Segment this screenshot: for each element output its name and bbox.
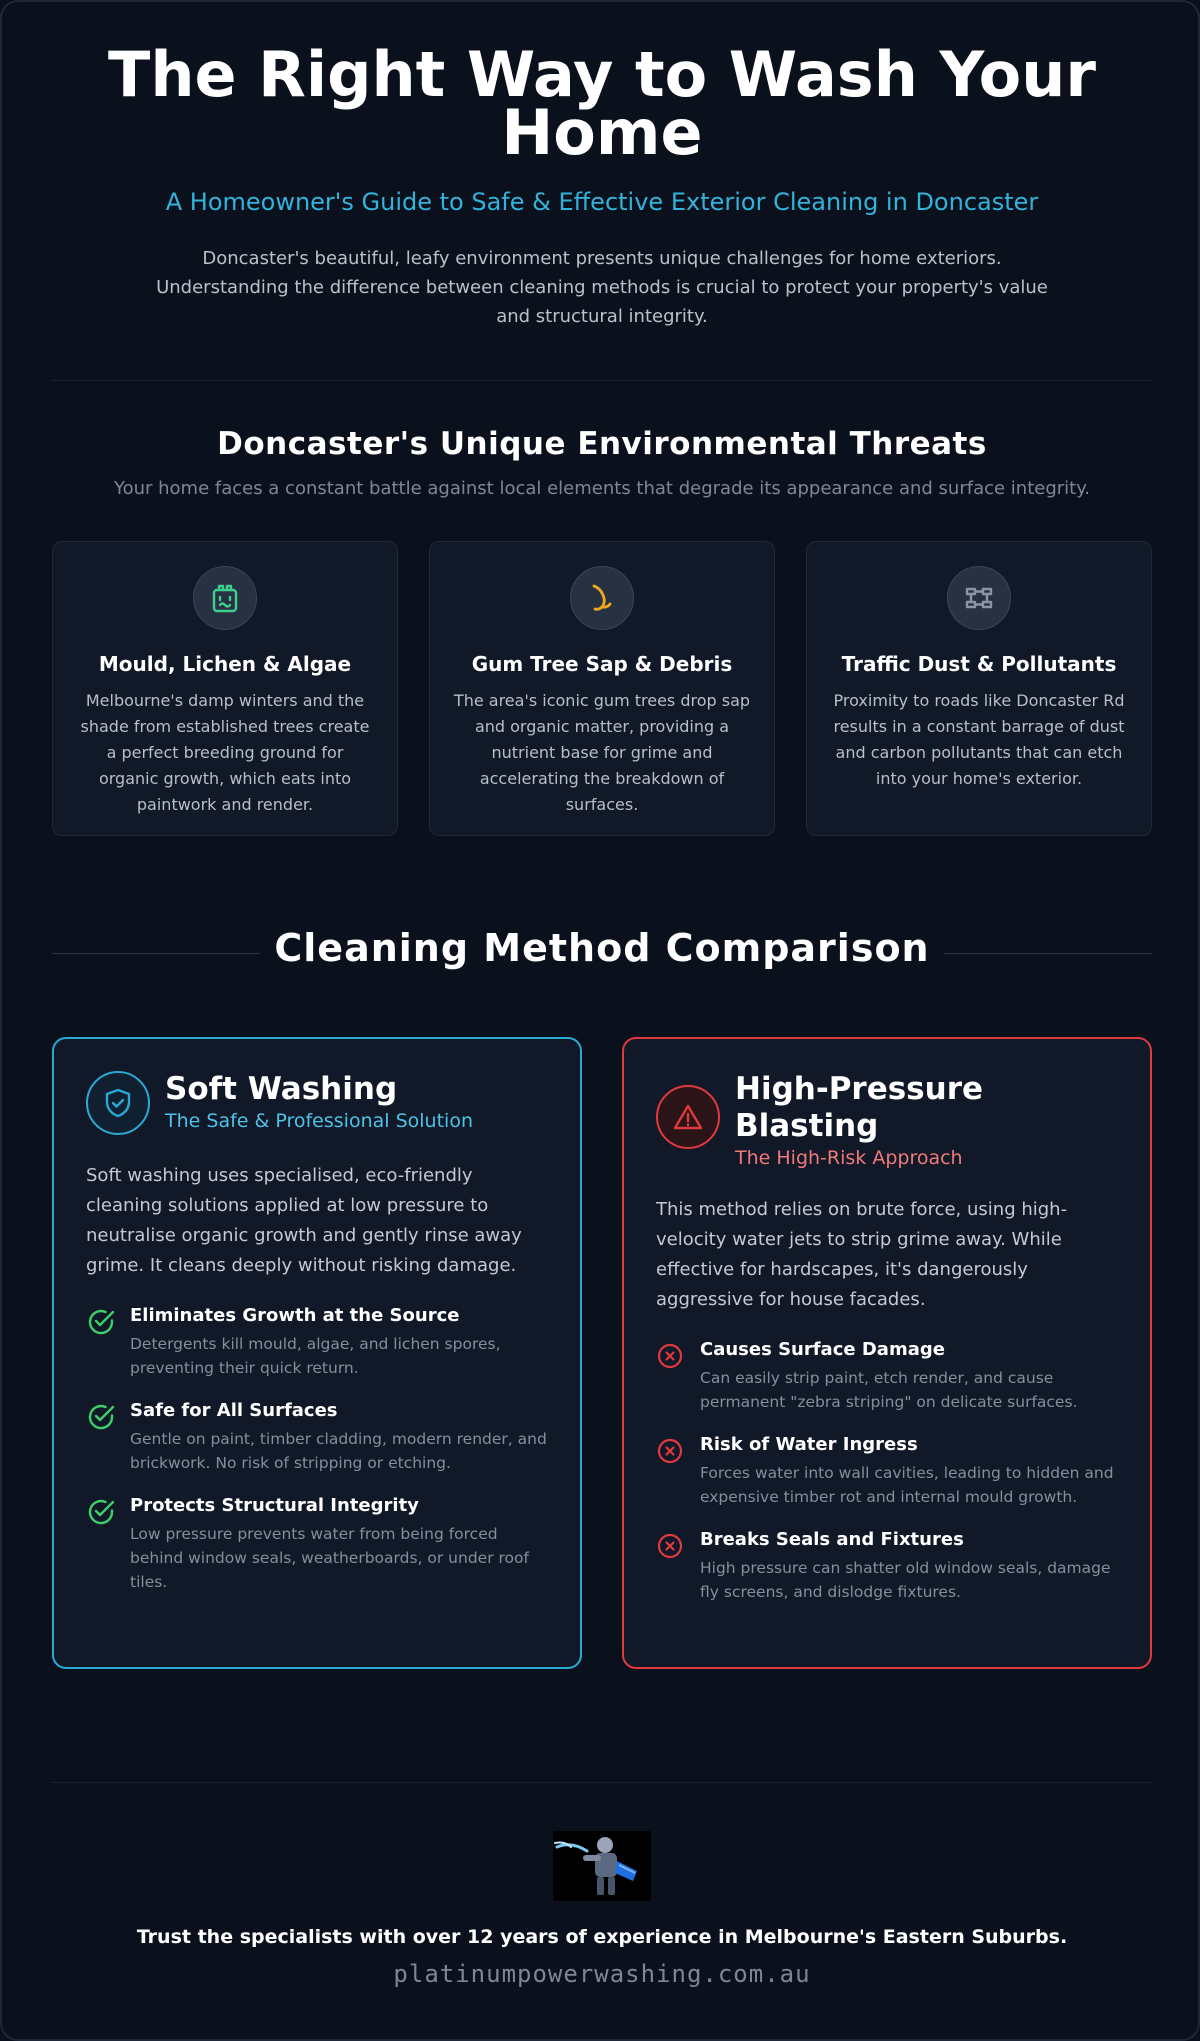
website-url: platinumpowerwashing.com.au (393, 1960, 811, 1988)
x-circle-icon (656, 1531, 686, 1561)
page-title: The Right Way to Wash Your Home (108, 38, 1096, 169)
mould-jar-icon (193, 566, 257, 630)
check-circle-icon (86, 1402, 116, 1432)
threat-body: The area's iconic gum trees drop sap and organic matter, providing a nutrient base for grime and accelerating the breakdown of surfaces. (453, 691, 751, 814)
page-subtitle: A Homeowner's Guide to Safe & Effective Exterior Cleaning in Doncaster (165, 188, 1039, 216)
risk-list (656, 1339, 1118, 1604)
threat-title: Gum Tree Sap & Debris (471, 652, 733, 676)
threats-subtitle: Your home faces a constant battle against local elements that degrade its appearance and surface integrity. (113, 478, 1091, 499)
threats-header (2, 426, 1200, 499)
threat-body: Melbourne's damp winters and the shade from established trees create a perfect breeding ground for organic growth, which eats into paintwork and render. (80, 691, 370, 814)
divider (52, 1782, 1152, 1783)
trust-statement: Trust the specialists with over 12 years of experience in Melbourne's Eastern Suburbs. (136, 1926, 1068, 1948)
point-title: Risk of Water Ingress (700, 1434, 918, 1455)
threat-title: Mould, Lichen & Algae (98, 652, 352, 676)
list-item (656, 1529, 1118, 1604)
method-description: This method relies on brute force, using high-velocity water jets to strip grime away. While effective for hardscapes, it's dangerously aggressive for house facades. (656, 1199, 1068, 1310)
threats-title: Doncaster's Unique Environmental Threats (217, 426, 987, 462)
point-body: High pressure can shatter old window seals, damage fly screens, and dislodge fixtures. (700, 1559, 1111, 1601)
method-tagline: The High-Risk Approach (735, 1147, 963, 1169)
intro-text: Doncaster's beautiful, leafy environment presents unique challenges for home exteriors. Understanding the difference between cleaning methods is crucial to protect your property's value and structural integrity. (156, 248, 1048, 327)
divider (52, 380, 1152, 381)
method-title: Soft Washing (165, 1071, 398, 1107)
point-title: Safe for All Surfaces (130, 1400, 338, 1421)
point-title: Protects Structural Integrity (130, 1495, 419, 1516)
threat-card-mould (52, 541, 398, 836)
point-title: Causes Surface Damage (700, 1339, 945, 1360)
method-description: Soft washing uses specialised, eco-friendly cleaning solutions applied at low pressure to neutralise organic growth and gently rinse away grime. It cleans deeply without risking damage. (86, 1165, 522, 1276)
point-body: Can easily strip paint, etch render, and cause permanent "zebra striping" on delicate surfaces. (700, 1369, 1078, 1411)
point-title: Eliminates Growth at the Source (130, 1305, 460, 1326)
footer (2, 1926, 1200, 1988)
x-circle-icon (656, 1341, 686, 1371)
check-circle-icon (86, 1497, 116, 1527)
point-body: Detergents kill mould, algae, and lichen spores, preventing their quick return. (130, 1335, 501, 1377)
washer-mascot-icon (553, 1831, 651, 1901)
leaf-icon (570, 566, 634, 630)
method-tagline: The Safe & Professional Solution (165, 1110, 473, 1132)
threat-card-sap (429, 541, 775, 836)
point-body: Gentle on paint, timber cladding, modern render, and brickwork. No risk of stripping or etching. (130, 1430, 547, 1472)
list-item (86, 1495, 548, 1594)
check-circle-icon (86, 1307, 116, 1337)
hero (2, 38, 1200, 331)
list-item (86, 1400, 548, 1475)
list-item (86, 1305, 548, 1380)
method-title: High-Pressure Blasting (735, 1071, 984, 1144)
threat-card-pollutants (806, 541, 1152, 836)
list-item (656, 1339, 1118, 1414)
point-body: Low pressure prevents water from being forced behind window seals, weatherboards, or under roof tiles. (130, 1525, 529, 1591)
soft-washing-card (52, 1037, 582, 1669)
warning-triangle-icon (656, 1085, 720, 1149)
threat-title: Traffic Dust & Pollutants (841, 652, 1117, 676)
list-item (656, 1434, 1118, 1509)
high-pressure-card (622, 1037, 1152, 1669)
point-body: Forces water into wall cavities, leading to hidden and expensive timber rot and internal mould growth. (700, 1464, 1114, 1506)
pollutant-icon (947, 566, 1011, 630)
shield-check-icon (86, 1071, 150, 1135)
x-circle-icon (656, 1436, 686, 1466)
point-title: Breaks Seals and Fixtures (700, 1529, 964, 1550)
comparison-title: Cleaning Method Comparison (274, 926, 930, 970)
comparison-header (2, 926, 1200, 970)
benefit-list (86, 1305, 548, 1594)
threat-body: Proximity to roads like Doncaster Rd results in a constant barrage of dust and carbon pollutants that can etch into your home's exterior. (833, 691, 1125, 788)
